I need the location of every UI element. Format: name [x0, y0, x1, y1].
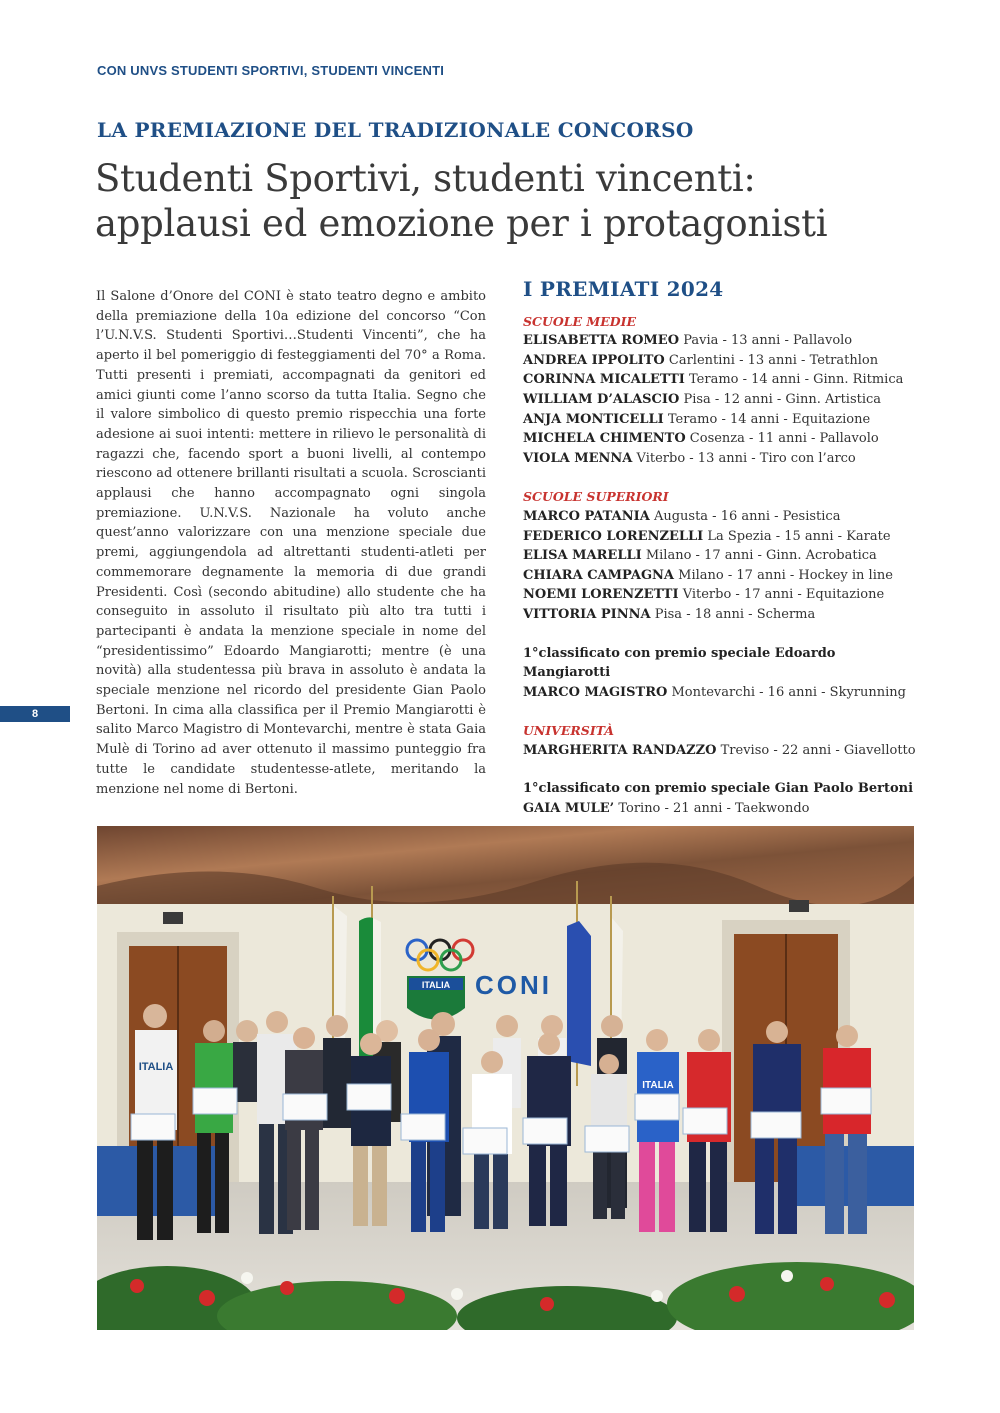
winner-info: Viterbo - 13 anni - Tiro con l’arco — [636, 450, 856, 466]
winners-list — [523, 277, 923, 819]
winner-info: Teramo - 14 anni - Equitazione — [667, 411, 871, 427]
bertoni-winner — [523, 799, 923, 819]
winner-row — [523, 429, 923, 449]
winner-info: Pavia - 13 anni - Pallavolo — [683, 333, 853, 349]
winner-info: Cosenza - 11 anni - Pallavolo — [689, 431, 879, 447]
winner-row — [523, 370, 923, 390]
winner-name: CORINNA MICALETTI — [523, 372, 685, 388]
coni-wordmark: CONI — [475, 970, 552, 1000]
winner-name: VIOLA MENNA — [523, 450, 633, 466]
jersey-text-2: ITALIA — [642, 1080, 674, 1091]
winners-title: I PREMIATI 2024 — [523, 277, 724, 301]
section-scuole-medie: SCUOLE MEDIE — [523, 313, 637, 329]
winner-name: FEDERICO LORENZELLI — [523, 528, 704, 544]
eu-flag — [567, 921, 591, 1066]
mangiarotti-winner — [523, 683, 923, 703]
winner-name: VITTORIA PINNA — [523, 606, 651, 622]
mangiarotti-title: 1°classificato con premio speciale Edoardo Mangiarotti — [523, 645, 836, 681]
winner-info: Viterbo - 17 anni - Equitazione — [682, 587, 885, 603]
winner-row — [523, 449, 923, 469]
section-universita: UNIVERSITÀ — [523, 723, 614, 739]
superiori-list — [523, 507, 923, 625]
winner-row — [523, 390, 923, 410]
winner-row — [523, 527, 923, 547]
medie-list — [523, 331, 923, 468]
winner-name: MICHELA CHIMENTO — [523, 431, 686, 447]
winner-name: MARCO MAGISTRO — [523, 684, 668, 700]
shield-text: ITALIA — [421, 980, 451, 990]
headline-line-1: Studenti Sportivi, studenti vincenti: — [95, 157, 756, 200]
winner-info: La Spezia - 15 anni - Karate — [707, 528, 891, 544]
winner-row — [523, 507, 923, 527]
winner-row — [523, 741, 923, 761]
winner-info: Augusta - 16 anni - Pesistica — [653, 508, 841, 524]
winner-name: MARGHERITA RANDAZZO — [523, 742, 717, 758]
section-scuole-superiori: SCUOLE SUPERIORI — [523, 489, 669, 505]
group-photo — [97, 826, 914, 1330]
winner-row — [523, 351, 923, 371]
winner-info: Carlentini - 13 anni - Tetrathlon — [668, 352, 879, 368]
running-head: CON UNVS STUDENTI SPORTIVI, STUDENTI VINCENTI — [97, 63, 445, 78]
winner-name: ELISABETTA ROMEO — [523, 333, 680, 349]
winner-info: Montevarchi - 16 anni - Skyrunning — [671, 684, 906, 700]
article-body: Il Salone d’Onore del CONI è stato teatro degno e ambito della premiazione della 10a edizione del concorso “Con l’U.N.V.S. Studenti Sportivi…Studenti Vincenti”, che ha aperto il bel pomeriggio di festeggiamenti del 70° a Roma. Tutti presenti i premiati, accompagnati da genitori ed amici giunti come l’anno scorso da tutta Italia. Segno che il valore simbolico di questo premio rispecchia una forte adesione ai suoi intenti: mettere in rilievo le personalità di ragazzi che, facendo sport a buoni livelli, al contempo riescono ad ottenere brillanti risultati a scuola. Scroscianti applausi che hanno accompagnato ogni singola premiazione. U.N.V.S. Nazionale ha voluto anche quest’anno valorizzare con una menzione speciale due premi, aggiungendola ad altrettanti studenti-atleti per commemorare degnamente la memoria di due grandi Presidenti. Così (secondo abitudine) allo studente che ha conseguito in assoluto il risultato più alto tra tutti i partecipanti è andata la menzione speciale in nome del “presidentissimo” Edoardo Mangiarotti; mentre (è una novità) alla studentessa più brava in assoluto è andata la speciale menzione nel ricordo del presidente Gian Paolo Bertoni. In cima alla classifica per il Premio Mangiarotti è salito Marco Magistro di Montevarchi, mentre è stata Gaia Mulè di Torino ad aver ottenuto il massimo punteggio fra tutte le candidate studentesse-atlete, meritando la menzione nel nome di Bertoni. — [96, 289, 486, 797]
winner-name: MARCO PATANIA — [523, 508, 650, 524]
winner-name: ANDREA IPPOLITO — [523, 352, 665, 368]
winner-row — [523, 605, 923, 625]
winner-name: GAIA MULE’ — [523, 801, 615, 817]
winner-row — [523, 546, 923, 566]
winner-row — [523, 566, 923, 586]
winner-name: NOEMI LORENZETTI — [523, 587, 679, 603]
winner-info: Teramo - 14 anni - Ginn. Ritmica — [689, 372, 904, 388]
winner-info: Pisa - 18 anni - Scherma — [654, 606, 816, 622]
winner-name: ANJA MONTICELLI — [523, 411, 664, 427]
headline-line-2: applausi ed emozione per i protagonisti — [95, 202, 828, 245]
winner-name: ELISA MARELLI — [523, 548, 642, 564]
winner-row — [523, 331, 923, 351]
bertoni-title: 1°classificato con premio speciale Gian Paolo Bertoni — [523, 781, 914, 797]
universita-list — [523, 741, 923, 761]
winner-row — [523, 585, 923, 605]
winner-info: Treviso - 22 anni - Giavellotto — [720, 742, 916, 758]
winner-info: Pisa - 12 anni - Ginn. Artistica — [683, 391, 882, 407]
article-headline — [95, 156, 925, 246]
winner-info: Milano - 17 anni - Ginn. Acrobatica — [645, 548, 877, 564]
winner-name: CHIARA CAMPAGNA — [523, 567, 675, 583]
winner-info: Torino - 21 anni - Taekwondo — [618, 801, 810, 817]
winner-row — [523, 410, 923, 430]
jersey-text-1: ITALIA — [138, 1061, 174, 1073]
winner-info: Milano - 17 anni - Hockey in line — [678, 567, 893, 583]
page-number: 8 — [0, 706, 70, 722]
winner-name: WILLIAM D’ALASCIO — [523, 391, 680, 407]
article-kicker: LA PREMIAZIONE DEL TRADIZIONALE CONCORSO — [97, 118, 694, 142]
